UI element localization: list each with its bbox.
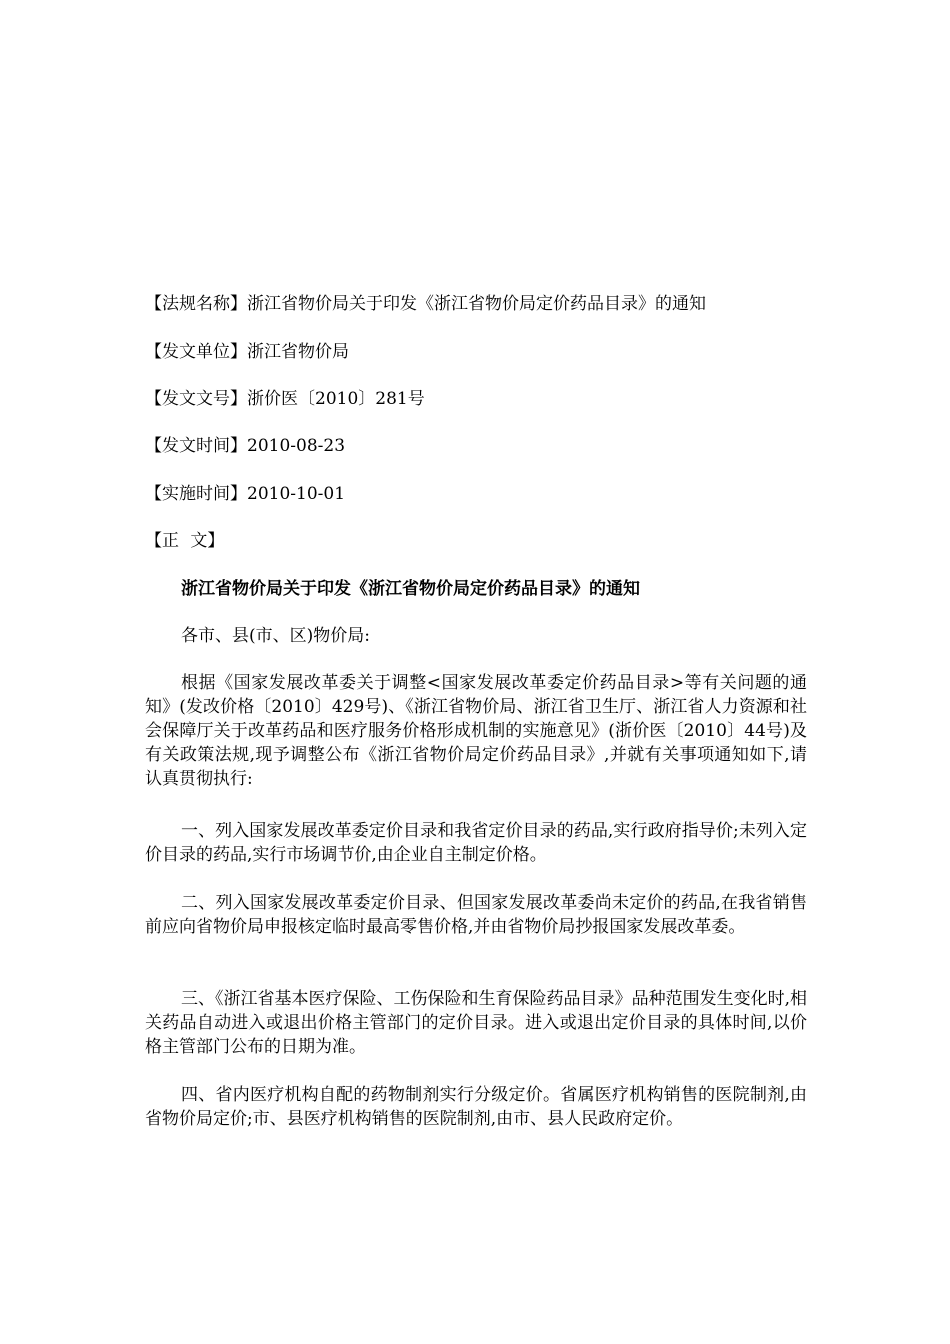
regulation-name-line: 【法规名称】浙江省物价局关于印发《浙江省物价局定价药品目录》的通知 <box>145 294 706 314</box>
salutation: 各市、县(市、区)物价局: <box>181 626 370 646</box>
issue-date-line: 【发文时间】2010-08-23 <box>145 436 346 456</box>
paragraph-item-2: 二、列入国家发展改革委定价目录、但国家发展改革委尚未定价的药品,在我省销售前应向省物价局申报核定临时最高零售价格,并由省物价局抄报国家发展改革委。 <box>145 893 807 937</box>
paragraph-item-4: 四、省内医疗机构自配的药物制剂实行分级定价。省属医疗机构销售的医院制剂,由省物价局定价;市、县医疗机构销售的医院制剂,由市、县人民政府定价。 <box>145 1085 807 1129</box>
effective-date-line: 【实施时间】2010-10-01 <box>145 484 346 504</box>
document-title: 浙江省物价局关于印发《浙江省物价局定价药品目录》的通知 <box>181 579 640 599</box>
paragraph-item-1: 一、列入国家发展改革委定价目录和我省定价目录的药品,实行政府指导价;未列入定价目录的药品,实行市场调节价,由企业自主制定价格。 <box>145 821 807 865</box>
body-label: 【正 文】 <box>145 531 225 551</box>
document-number-line: 【发文文号】浙价医〔2010〕281号 <box>145 389 425 409</box>
issuing-unit-line: 【发文单位】浙江省物价局 <box>145 342 349 362</box>
paragraph-item-3: 三、《浙江省基本医疗保险、工伤保险和生育保险药品目录》品种范围发生变化时,相关药品自动进入或退出价格主管部门的定价目录。进入或退出定价目录的具体时间,以价格主管部门公布的日期为准。 <box>145 989 807 1057</box>
paragraph-intro: 根据《国家发展改革委关于调整<国家发展改革委定价药品目录>等有关问题的通知》(发改价格〔2010〕429号)、《浙江省物价局、浙江省卫生厅、浙江省人力资源和社会保障厅关于改革药品和医疗服务价格形成机制的实施意见》(浙价医〔2010〕44号)及有关政策法规,现予调整公布《浙江省物价局定价药品目录》,并就有关事项通知如下,请认真贯彻执行: <box>145 673 807 789</box>
